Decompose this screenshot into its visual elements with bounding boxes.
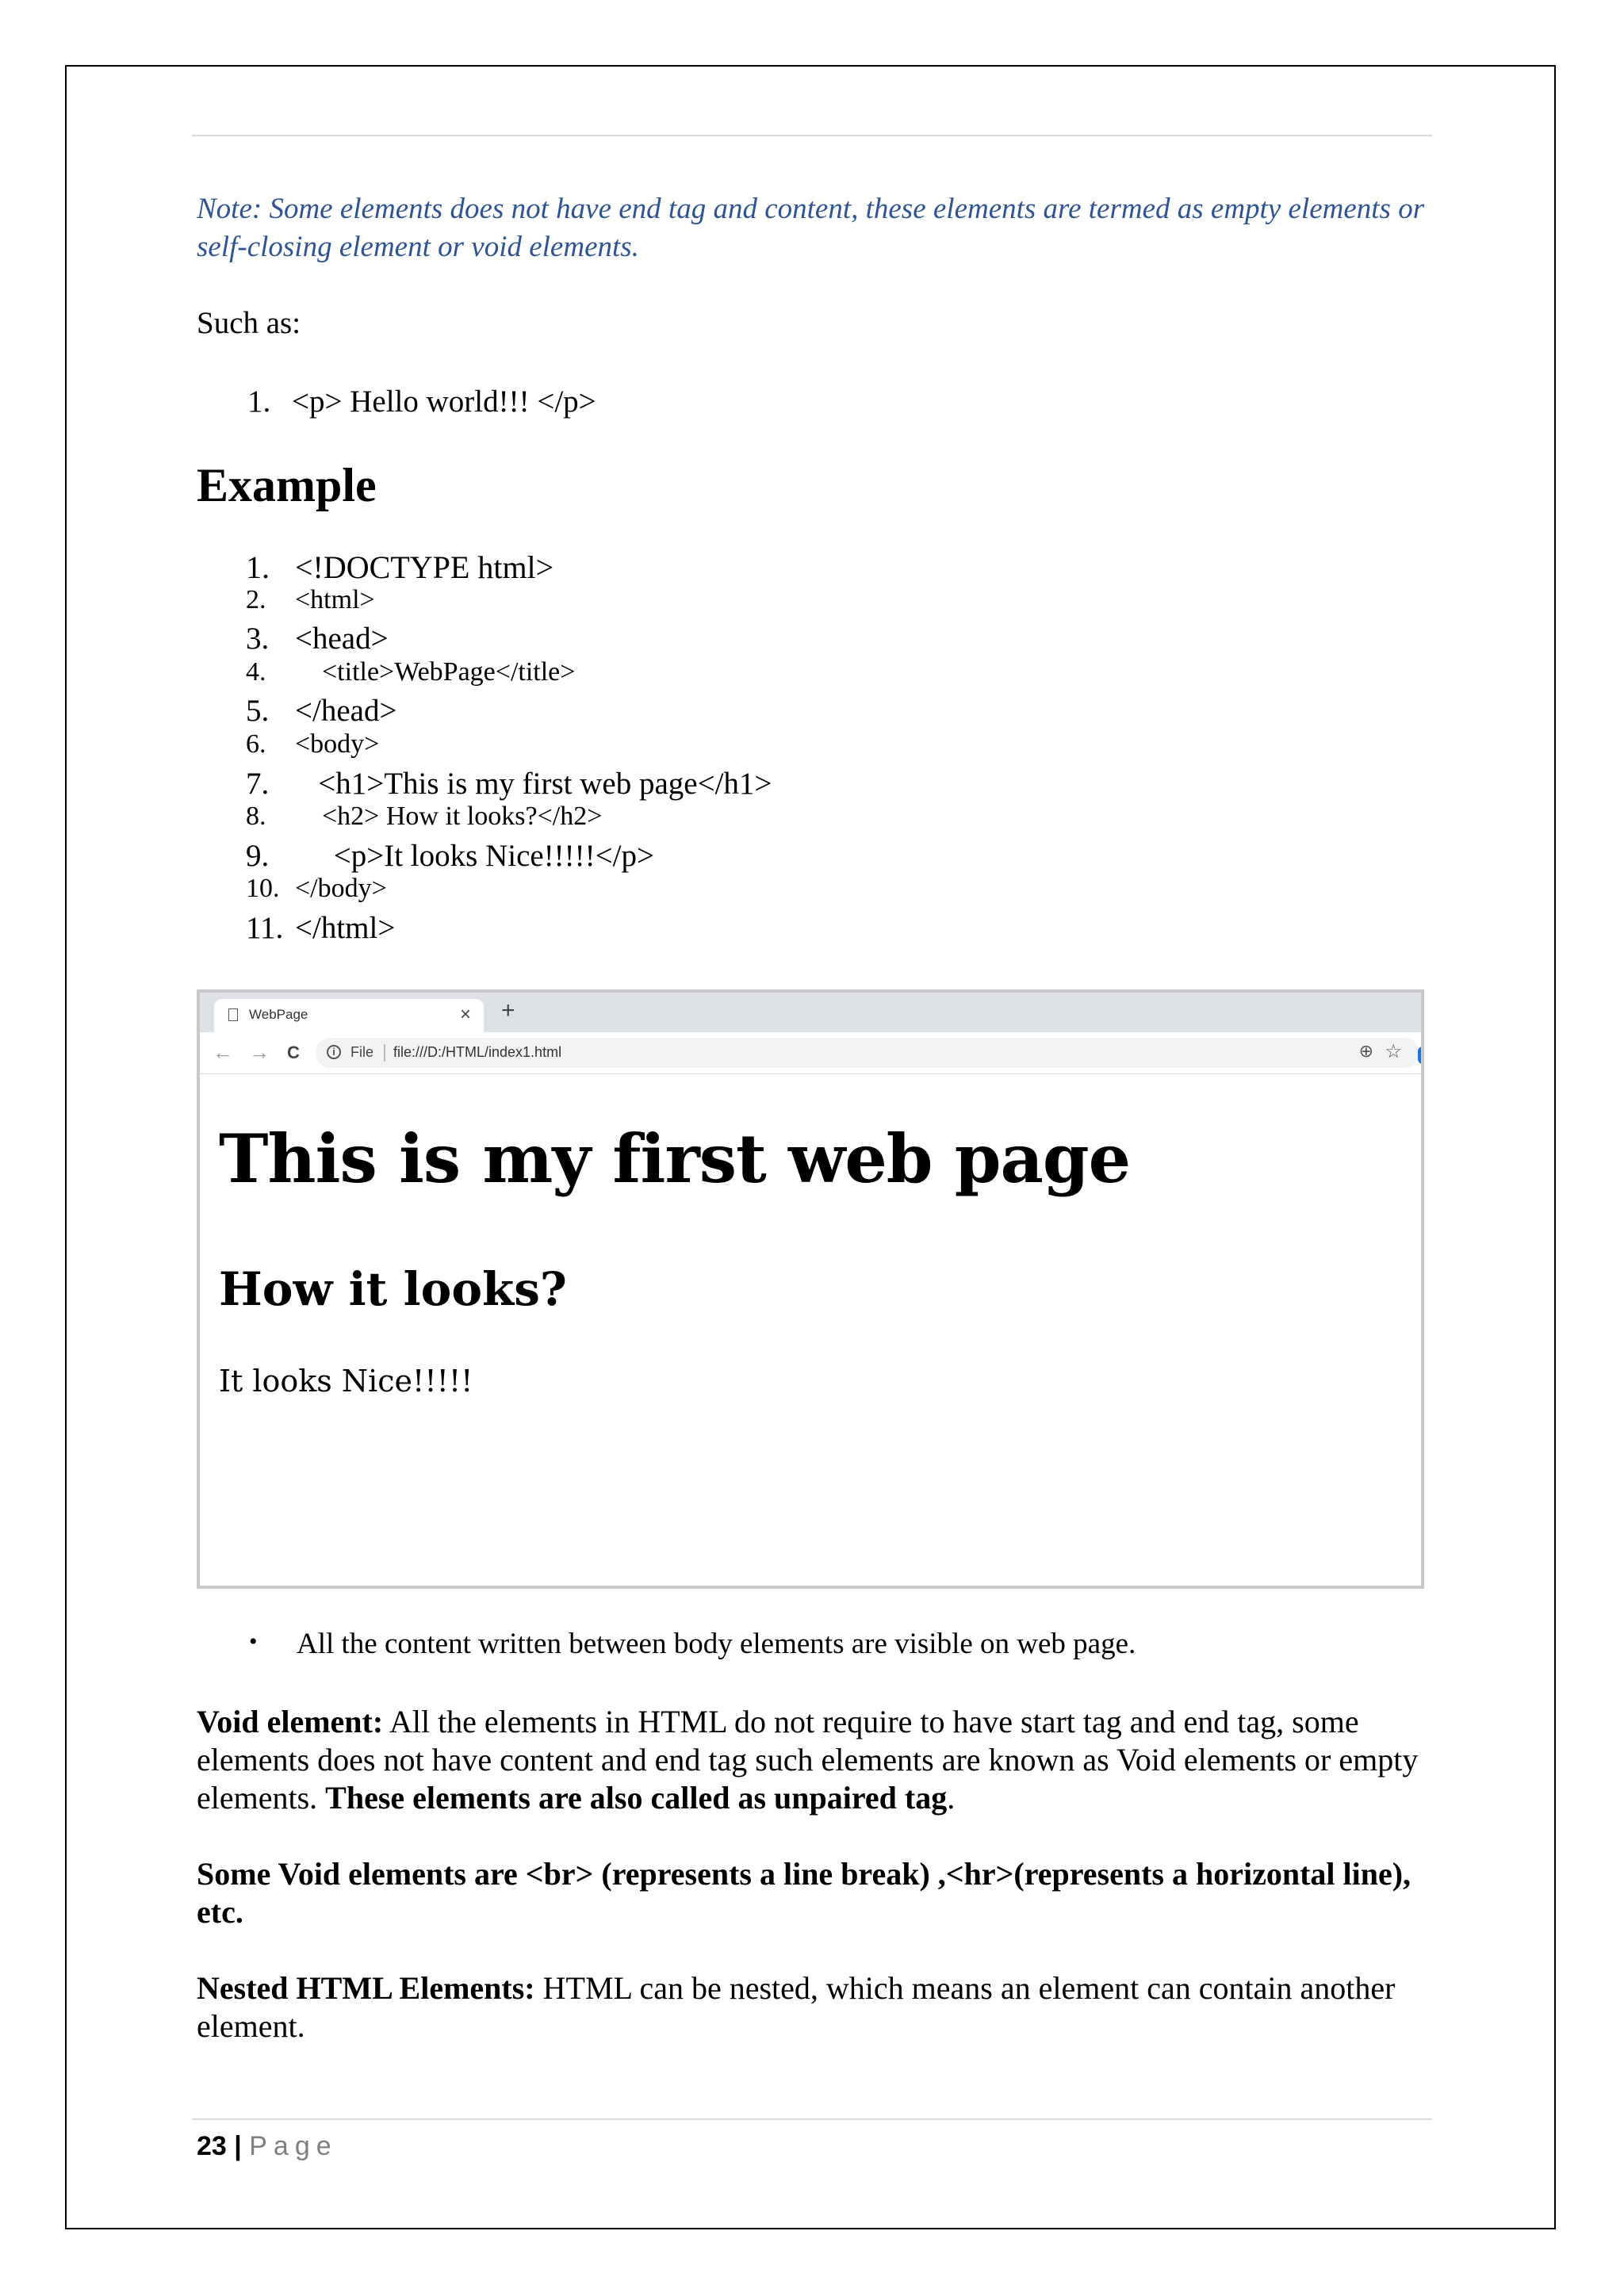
line-number: 4. (246, 656, 266, 687)
code-line (246, 874, 959, 910)
page-number: 23 (197, 2131, 227, 2161)
code-line (246, 657, 959, 694)
footer-rule (192, 2118, 1432, 2120)
line-code: <head> (295, 622, 389, 656)
address-separator (384, 1044, 385, 1062)
bullet-text: All the content written between body elements are visible on web page. (297, 1628, 1136, 1660)
rendered-h1: This is my first web page (219, 1119, 1131, 1198)
page-icon (228, 1008, 238, 1021)
zoom-icon[interactable]: ⊕ (1358, 1041, 1373, 1061)
url-text[interactable]: file:///D:/HTML/index1.html (393, 1044, 562, 1060)
bullet-icon: • (249, 1628, 258, 1655)
close-icon[interactable]: × (459, 1004, 471, 1025)
new-tab-icon[interactable]: + (501, 997, 515, 1024)
rendered-paragraph: It looks Nice!!!!! (219, 1364, 473, 1399)
line-code: <title>WebPage</title> (295, 656, 576, 687)
nested-label: Nested HTML Elements: (197, 1970, 535, 2006)
info-icon[interactable]: i (327, 1045, 341, 1059)
note-text: Note: Some elements does not have end tag and content, these elements are termed as empty elements or self-closing element or void elements. (197, 193, 1425, 263)
code-line (246, 693, 959, 729)
page-label: Page (249, 2131, 338, 2161)
code-line (246, 766, 959, 802)
code-line (246, 621, 959, 657)
bookmark-star-icon[interactable]: ☆ (1385, 1041, 1402, 1062)
code-line (246, 729, 959, 766)
void-bold-text: These elements are also called as unpaired tag (325, 1780, 948, 1816)
header-rule (192, 135, 1432, 136)
line-code: </html> (295, 910, 396, 945)
void-text: All the elements in HTML do not require to have start tag and end tag, some elements does not have content and end tag such elements are known as Void elements or empty elements. (197, 1704, 1419, 1816)
line-number: 7. (246, 766, 270, 801)
line-number: 5. (246, 694, 270, 729)
void-examples-paragraph: Some Void elements are <br> (represents a line break) ,<hr>(represents a horizontal line), etc. (197, 1856, 1411, 1930)
void-element-paragraph (197, 1703, 1434, 1817)
browser-toolbar (200, 1032, 1421, 1074)
line-number: 8. (246, 802, 266, 832)
browser-tab-bar (200, 993, 1421, 1032)
reload-icon[interactable]: C (287, 1043, 300, 1062)
line-number: 2. (246, 584, 266, 614)
profile-icon[interactable] (1418, 1047, 1424, 1064)
code-line (246, 910, 959, 947)
code-listing (246, 549, 959, 947)
line-code: </body> (295, 874, 387, 904)
rendered-h2: How it looks? (219, 1262, 567, 1316)
line-number: 11. (246, 910, 284, 945)
page-footer (197, 2131, 338, 2162)
line-number: 6. (246, 729, 266, 759)
example-item-text: <p> Hello world!!! </p> (292, 385, 596, 419)
line-code: <h1>This is my first web page</h1> (295, 766, 772, 801)
line-number: 3. (246, 622, 270, 656)
line-code: <!DOCTYPE html> (295, 549, 554, 585)
code-line (246, 549, 959, 585)
tab-title: WebPage (249, 1007, 308, 1022)
line-code: <p>It looks Nice!!!!!</p> (295, 838, 654, 873)
line-code: <body> (295, 729, 380, 759)
back-icon[interactable]: ← (213, 1040, 233, 1064)
section-heading: Example (197, 459, 377, 511)
nested-text: HTML can be nested, which means an element can contain another element. (197, 1970, 1396, 2044)
line-number: 1. (246, 549, 270, 585)
void-end: . (947, 1780, 956, 1816)
such-as-text: Such as: (197, 306, 301, 340)
address-bar[interactable] (316, 1038, 1419, 1068)
browser-tab[interactable] (214, 999, 484, 1032)
example-item-number: 1. (247, 385, 271, 419)
code-line (246, 838, 959, 874)
code-line (246, 802, 959, 838)
line-number: 10. (246, 874, 280, 904)
nested-paragraph (197, 1969, 1434, 2045)
void-label: Void element: (197, 1704, 384, 1739)
line-code: <h2> How it looks?</h2> (295, 802, 603, 832)
scheme-label: File (350, 1044, 374, 1060)
forward-icon[interactable]: → (249, 1040, 270, 1064)
code-line (246, 585, 959, 622)
line-code: </head> (295, 694, 397, 729)
browser-screenshot (197, 989, 1424, 1589)
line-number: 9. (246, 838, 270, 873)
line-code: <html> (295, 584, 375, 614)
footer-separator: | (226, 2131, 250, 2161)
